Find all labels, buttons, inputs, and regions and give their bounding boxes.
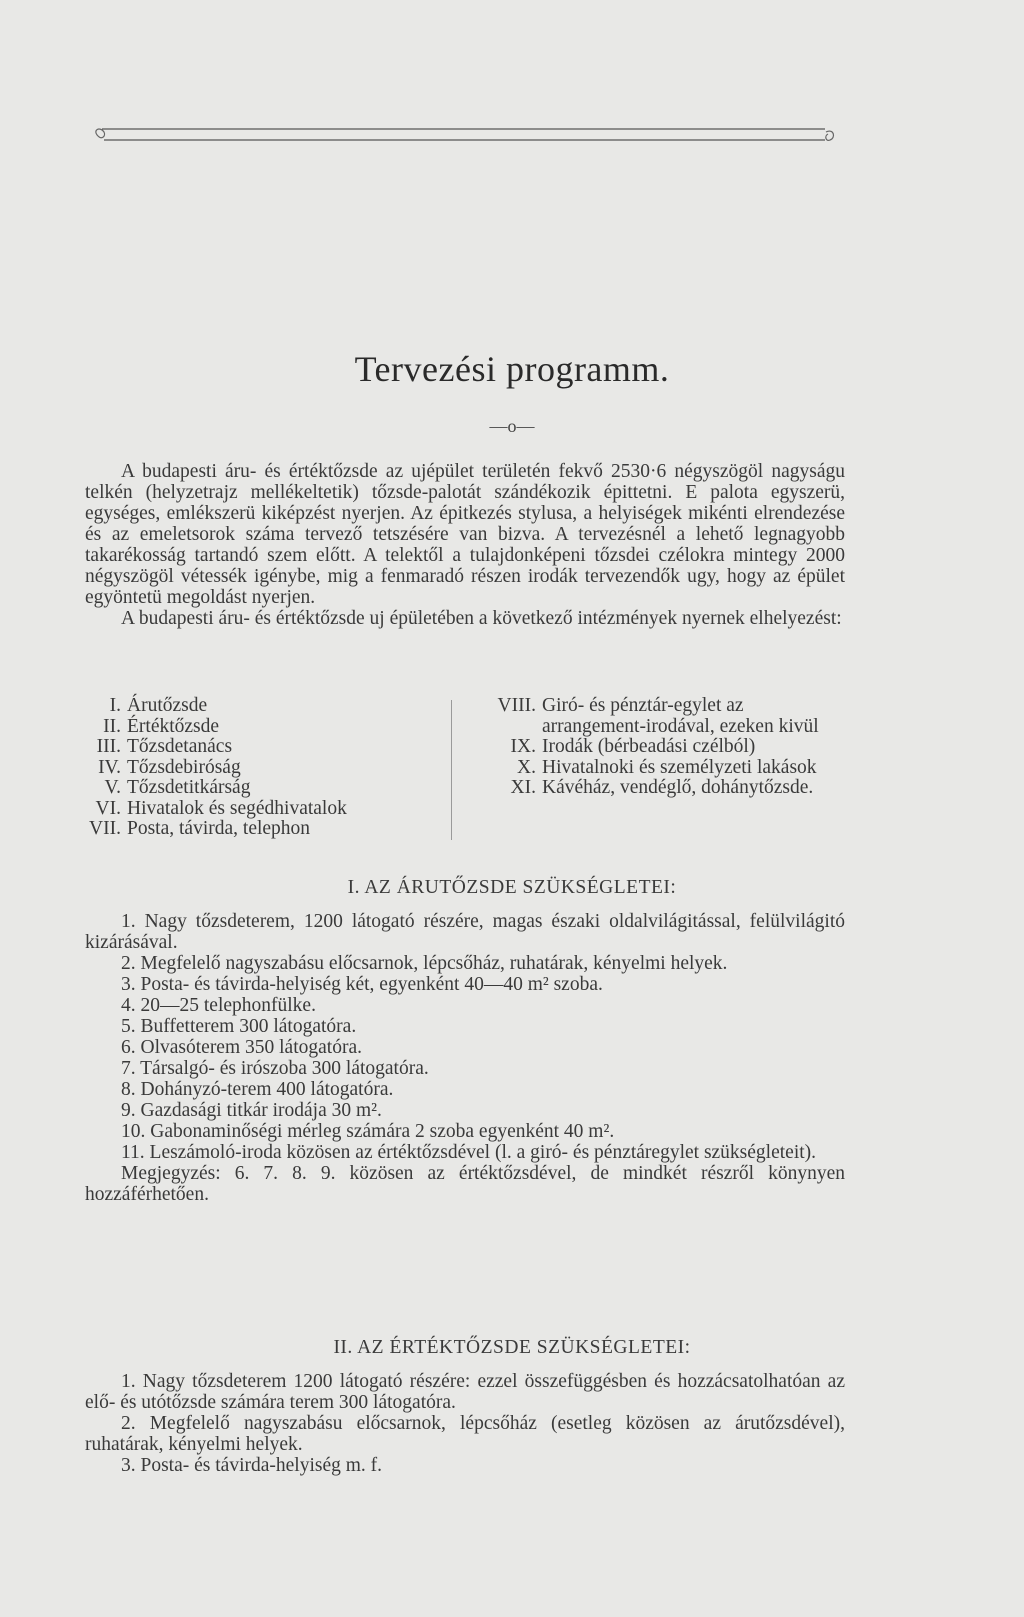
item-number: V. bbox=[104, 777, 121, 798]
item-number: X. bbox=[517, 756, 536, 778]
requirement-item: 2. Megfelelő nagyszabásu előcsarnok, lépcsőház, ruhatárak, kényelmi helyek. bbox=[121, 953, 728, 974]
item-text: Hivatalok és segédhivatalok bbox=[127, 797, 347, 819]
requirement-item: 11. Leszámoló-iroda közösen az értéktőzsdével (l. a giró- és pénztáregylet szükségleteit). bbox=[121, 1142, 817, 1163]
list-item bbox=[85, 819, 445, 840]
item-text: Tőzsdetanács bbox=[127, 736, 233, 757]
section-heading-arutozsde: I. AZ ÁRUTŐZSDE SZÜKSÉGLETEI: bbox=[347, 877, 677, 898]
item-text: Kávéház, vendéglő, dohánytőzsde. bbox=[542, 777, 814, 798]
note-paragraph: Megjegyzés: 6. 7. 8. 9. közösen az értéktőzsdével, de mindkét részről könynyen hozzáférhetően. bbox=[85, 1163, 845, 1205]
requirement-item: 10. Gabonaminőségi mérleg számára 2 szoba egyenként 40 m². bbox=[121, 1121, 615, 1142]
item-number: IV. bbox=[98, 756, 121, 778]
item-text: Hivatalnoki és személyzeti lakások bbox=[542, 756, 817, 778]
section-arutozsde-items bbox=[85, 911, 845, 1205]
item-number: IX. bbox=[510, 736, 536, 757]
list-item bbox=[460, 778, 840, 799]
item-number: I. bbox=[109, 695, 121, 716]
item-text: Giró- és pénztár-egylet az arrangement-irodával, ezeken kivül bbox=[542, 695, 819, 737]
requirement-item: 3. Posta- és távirda-helyiség két, egyenként 40—40 m² szoba. bbox=[121, 974, 603, 995]
intro-paragraph-2: A budapesti áru- és értéktőzsde uj épületében a következő intézmények nyernek elhelyezést: bbox=[121, 608, 842, 629]
list-item bbox=[460, 737, 840, 758]
requirement-item: 3. Posta- és távirda-helyiség m. f. bbox=[121, 1455, 383, 1476]
column-divider bbox=[451, 700, 452, 840]
section-ertektozsde-items bbox=[85, 1371, 845, 1476]
item-number: VII. bbox=[89, 818, 121, 839]
intro-paragraph-1: A budapesti áru- és értéktőzsde az ujépület területén fekvő 2530·6 négyszögöl nagyságu telkén (helyzetrajz mellékeltetik) tőzsde-palotát szándékozik épittetni. E palota egyszerü, egységes, emlékszerü kiképzést nyerjen. Az épitkezés stylusa, a helyiségek mikénti elrendezése és az emeletsorok száma tervező tetszésére van bizva. A tervezésnél a lehető legnagyobb takarékosság tartandó szem előtt. A telektől a tulajdonképeni tőzsdei czélokra mintegy 2000 négyszögöl vétessék igénybe, mig a fenmaradó részen irodák tervezendők ugy, hogy az épület egyöntetü megoldást nyerjen. bbox=[85, 461, 845, 608]
item-text: Értéktőzsde bbox=[127, 715, 220, 737]
item-number: XI. bbox=[510, 777, 536, 798]
institutions-list-right bbox=[460, 696, 840, 799]
requirement-item: 1. Nagy tőzsdeterem, 1200 látogató részére, magas északi oldalvilágitással, felülvilágitó kizárásával. bbox=[85, 911, 845, 953]
item-number: III. bbox=[96, 736, 121, 757]
intro-text bbox=[85, 461, 845, 629]
requirement-item: 2. Megfelelő nagyszabásu előcsarnok, lépcsőház (esetleg közösen az árutőzsdével), ruhatárak, kényelmi helyek. bbox=[85, 1413, 845, 1455]
section-heading-ertektozsde: II. AZ ÉRTÉKTŐZSDE SZÜKSÉGLETEI: bbox=[333, 1337, 691, 1358]
requirement-item: 9. Gazdasági titkár irodája 30 m². bbox=[121, 1100, 382, 1121]
list-item bbox=[85, 696, 445, 717]
list-item bbox=[85, 778, 445, 799]
list-item bbox=[85, 717, 445, 738]
requirement-item: 1. Nagy tőzsdeterem 1200 látogató részére: ezzel összefüggésben és hozzácsatolhatóan az elő- és utótőzsde számára terem 300 látogatóra. bbox=[85, 1371, 845, 1413]
requirement-item: 5. Buffetterem 300 látogatóra. bbox=[121, 1016, 357, 1037]
requirement-item: 4. 20—25 telephonfülke. bbox=[121, 995, 316, 1016]
item-number: VI. bbox=[95, 797, 121, 819]
list-item bbox=[460, 696, 840, 737]
item-text: Posta, távirda, telephon bbox=[127, 818, 311, 839]
requirement-item: 7. Társalgó- és irószoba 300 látogatóra. bbox=[121, 1058, 429, 1079]
list-item bbox=[85, 758, 445, 779]
requirement-item: 6. Olvasóterem 350 látogatóra. bbox=[121, 1037, 362, 1058]
page-title: Tervezési programm. bbox=[354, 349, 670, 389]
list-item bbox=[460, 758, 840, 779]
item-text: Árutőzsde bbox=[127, 695, 208, 716]
list-item bbox=[85, 799, 445, 820]
item-number: VIII. bbox=[497, 695, 536, 716]
requirement-item: 8. Dohányzó-terem 400 látogatóra. bbox=[121, 1079, 394, 1100]
title-divider: —o— bbox=[489, 416, 535, 436]
decorative-rule-ornament bbox=[90, 122, 840, 152]
item-text: Tőzsdetitkárság bbox=[127, 777, 251, 798]
list-item bbox=[85, 737, 445, 758]
item-number: II. bbox=[103, 715, 121, 737]
item-text: Irodák (bérbeadási czélból) bbox=[542, 736, 756, 757]
institutions-list-left bbox=[85, 696, 445, 840]
item-text: Tőzsdebiróság bbox=[127, 756, 241, 778]
